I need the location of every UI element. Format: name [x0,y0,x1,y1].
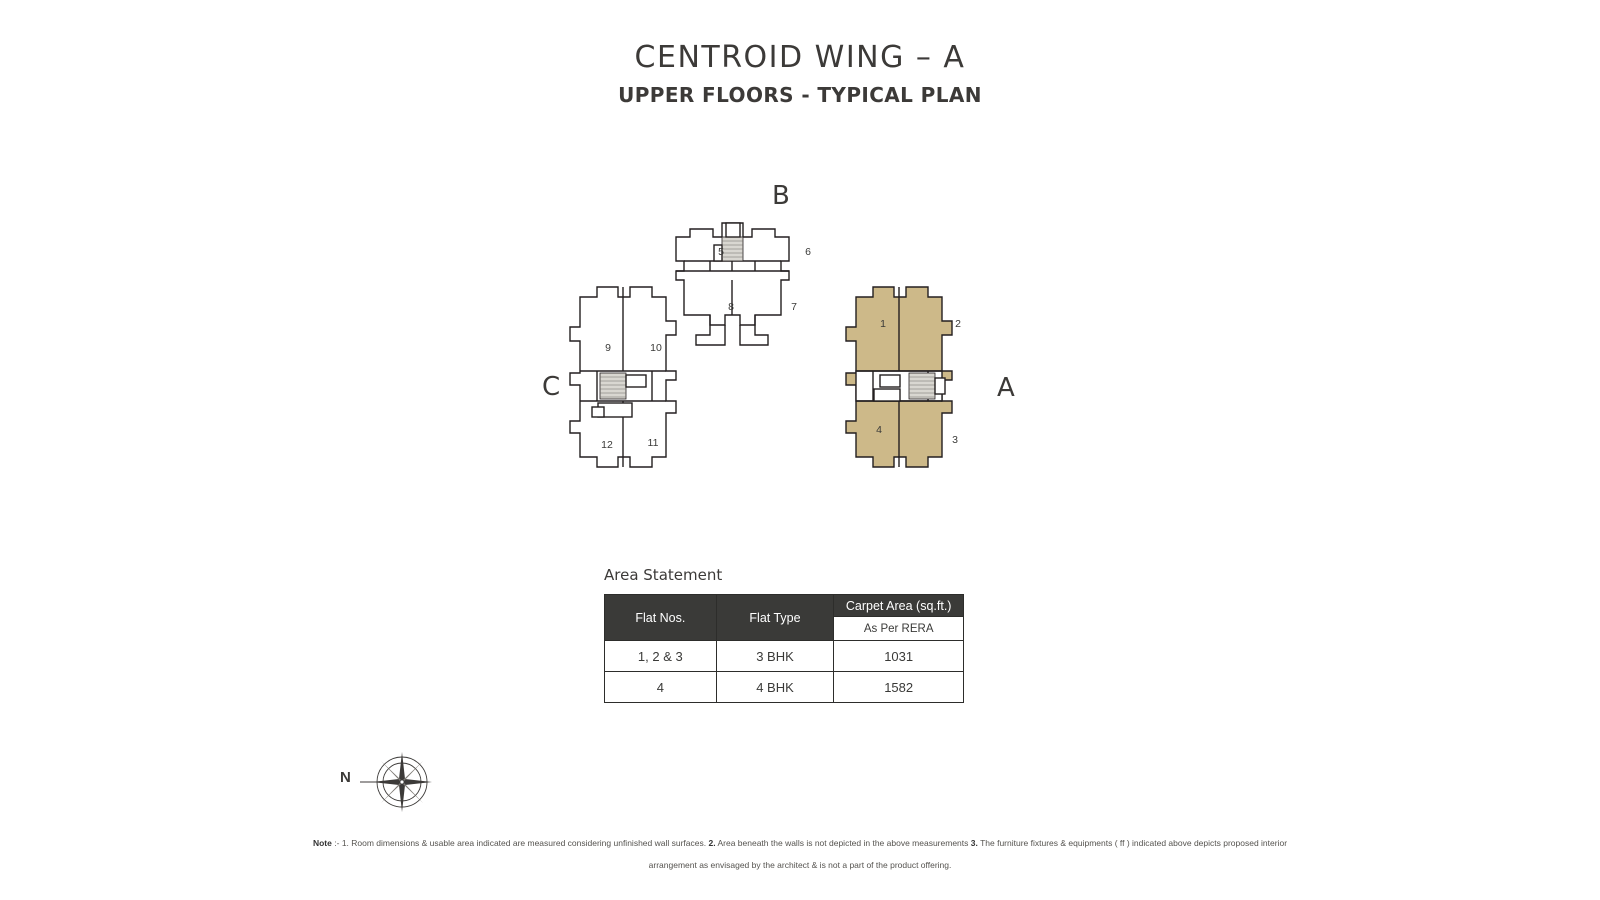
table-row [605,641,964,672]
area-statement-heading: Area Statement [604,566,723,584]
flat-number-6: 6 [805,246,811,258]
flat-number-7: 7 [791,301,797,313]
table-header-row [605,595,964,617]
cell-flat-nos: 1, 2 & 3 [605,641,717,672]
compass-rose [340,742,460,822]
flat-number-4: 4 [876,424,882,436]
wing-a-outline [846,287,952,467]
area-statement-table [604,594,964,703]
cell-carpet-area: 1031 [834,641,964,672]
wing-label-c: C [542,372,561,402]
column-header-carpet-area: Carpet Area (sq.ft.) [834,595,964,617]
flat-number-12: 12 [601,439,613,451]
compass-icon [340,742,460,822]
title-block [0,40,1600,107]
wing-label-b: B [772,181,790,211]
column-subheader-rera: As Per RERA [834,617,964,641]
cell-carpet-area: 1582 [834,672,964,703]
flat-number-11: 11 [647,437,659,449]
cell-flat-type: 4 BHK [716,672,834,703]
flat-number-8: 8 [728,301,734,313]
flat-number-2: 2 [955,318,961,330]
cell-flat-type: 3 BHK [716,641,834,672]
note-part-3: The furniture fixtures & equipments ( ff ) indicated above depicts proposed interior arrangement as envisaged by the architect & is not a part of the product offering. [648,838,1288,870]
flat-number-1: 1 [880,318,886,330]
flat-number-10: 10 [650,342,662,354]
flat-number-3: 3 [952,434,958,446]
table-row [605,672,964,703]
plan-svg [500,175,1120,525]
note-part-2: Area beneath the walls is not depicted in the above measurements [717,838,969,848]
note-separator: :- [334,838,340,848]
note-number-3: 3. [970,838,978,848]
column-header-flat-type: Flat Type [716,595,834,641]
note-label: Note [312,838,332,848]
note-number-2: 2. [708,838,716,848]
flat-number-5: 5 [718,246,724,258]
cell-flat-nos: 4 [605,672,717,703]
column-header-flat-nos: Flat Nos. [605,595,717,641]
page-subtitle: UPPER FLOORS - TYPICAL PLAN [618,83,982,107]
note-part-1: 1. Room dimensions & usable area indicated are measured considering unfinished wall surfaces. [341,838,707,848]
wing-b-outline [676,223,789,345]
compass-north-label: N [340,769,351,786]
wing-c-outline [570,287,676,467]
floor-plan-drawing [500,175,1120,525]
note-text [300,832,1300,876]
wing-label-a: A [997,373,1015,403]
page-title: CENTROID WING – A [634,40,966,75]
flat-number-9: 9 [605,342,611,354]
